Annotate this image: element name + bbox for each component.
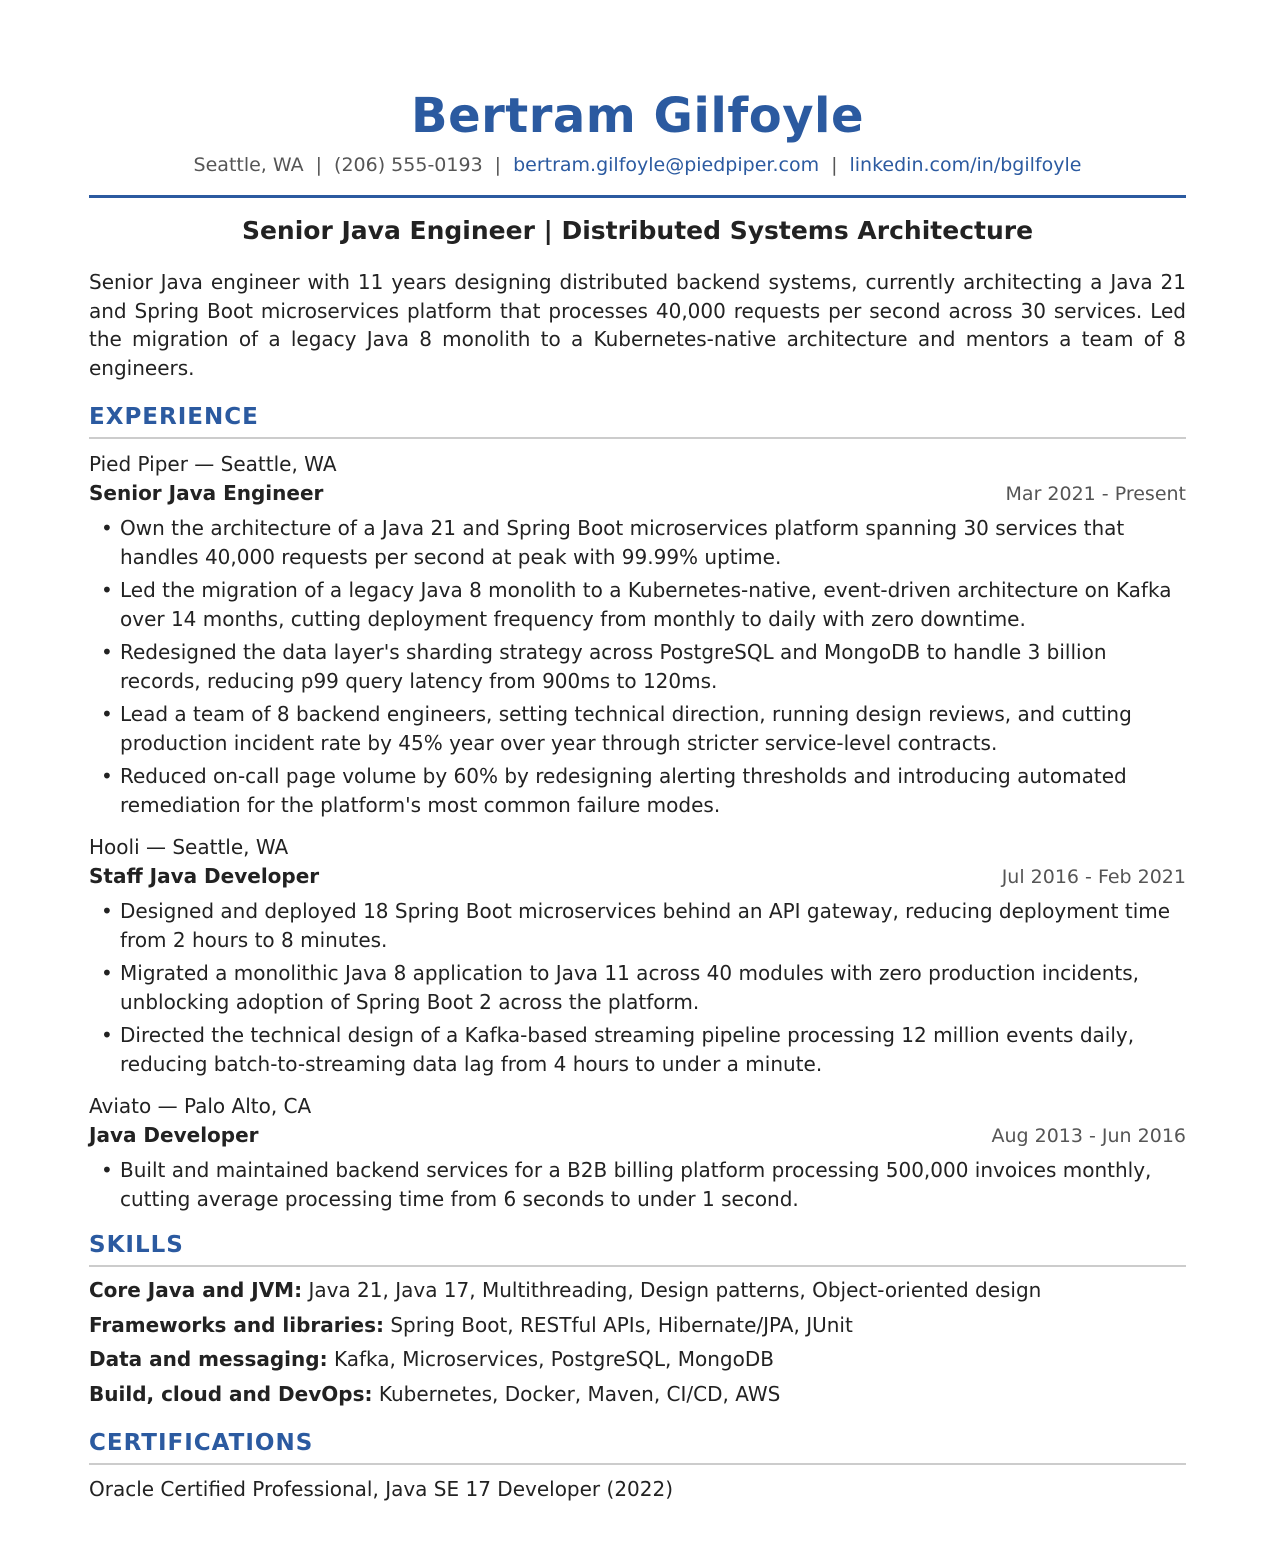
section-divider xyxy=(89,437,1186,439)
bullet-text: Redesigned the data layer's sharding strategy across PostgreSQL and MongoDB to handle 3 billion records, reducing p99 query latency from 900ms to 120ms. xyxy=(120,640,1107,693)
contact-separator: | xyxy=(831,154,838,176)
job-bullet xyxy=(89,576,1186,633)
contact-linkedin-link[interactable]: linkedin.com/in/bgilfoyle xyxy=(849,154,1082,176)
skill-value: Spring Boot, RESTful APIs, Hibernate/JPA, JUnit xyxy=(390,1312,853,1337)
job-role-row xyxy=(89,861,1186,892)
bullet-text: Built and maintained backend services for a B2B billing platform processing 500,000 invoices monthly, cutting average processing time from 6 seconds to under 1 second. xyxy=(120,1158,1152,1211)
skill-value: Kafka, Microservices, PostgreSQL, MongoDB xyxy=(333,1347,774,1371)
certification-item: Oracle Certified Professional, Java SE 17 Developer (2022) xyxy=(89,1477,674,1501)
skills-list xyxy=(89,1273,1186,1411)
job-bullets xyxy=(89,897,1186,1078)
bullet-dot: • xyxy=(101,578,113,602)
job-dates: Jul 2016 - Feb 2021 xyxy=(1001,866,1186,888)
contact-separator: | xyxy=(315,154,323,176)
bullet-dot: • xyxy=(101,702,113,726)
header-divider xyxy=(89,195,1186,198)
job-bullet xyxy=(89,762,1186,819)
job-bullets xyxy=(89,1156,1186,1213)
job-role: Senior Java Engineer xyxy=(89,481,324,505)
resume-page xyxy=(89,0,1186,1503)
skill-label: Data and messaging: xyxy=(89,1347,328,1371)
bullet-text: Reduced on-call page volume by 60% by redesigning alerting thresholds and introducing automated remediation for the platform's most common failure modes. xyxy=(120,764,1127,817)
bullet-text: Led the migration of a legacy Java 8 monolith to a Kubernetes-native, event-driven architecture on Kafka over 14 months, cutting deployment frequency from monthly to daily with zero downtime. xyxy=(120,578,1172,631)
skill-label: Frameworks and libraries: xyxy=(89,1312,384,1337)
job-entry xyxy=(89,450,1186,819)
job-entry xyxy=(89,833,1186,1078)
job-bullet xyxy=(89,638,1186,695)
contact-separator: | xyxy=(494,154,502,176)
job-dates: Aug 2013 - Jun 2016 xyxy=(991,1125,1186,1147)
professional-headline: Senior Java Engineer | Distributed Systems Architecture xyxy=(241,216,1034,245)
contact-line xyxy=(89,152,1186,178)
job-company: Aviato — Palo Alto, CA xyxy=(89,1094,312,1118)
job-bullet xyxy=(89,1021,1186,1078)
bullet-dot: • xyxy=(101,899,113,923)
job-role-row xyxy=(89,1120,1186,1151)
bullet-text: Own the architecture of a Java 21 and Spring Boot microservices platform spanning 30 services that handles 40,000 requests per second at peak with 99.99% uptime. xyxy=(120,516,1125,569)
bullet-dot: • xyxy=(101,1023,113,1047)
job-bullet xyxy=(89,514,1186,571)
bullet-dot: • xyxy=(101,640,113,664)
job-bullet xyxy=(89,897,1186,954)
contact-email-link[interactable]: bertram.gilfoyle@piedpiper.com xyxy=(513,154,820,176)
job-entry xyxy=(89,1092,1186,1213)
candidate-name: Bertram Gilfoyle xyxy=(410,88,864,144)
bullet-text: Designed and deployed 18 Spring Boot microservices behind an API gateway, reducing deployment time from 2 hours to 8 minutes. xyxy=(120,899,1171,952)
bullet-dot: • xyxy=(101,961,113,985)
job-role: Java Developer xyxy=(89,1123,259,1147)
skill-line xyxy=(89,1273,1186,1308)
job-role: Staff Java Developer xyxy=(89,864,320,888)
job-bullet xyxy=(89,1156,1186,1213)
job-bullet xyxy=(89,959,1186,1016)
bullet-dot: • xyxy=(101,1158,113,1182)
job-bullets xyxy=(89,514,1186,819)
job-bullet xyxy=(89,700,1186,757)
skill-line xyxy=(89,1342,1186,1377)
job-company: Hooli — Seattle, WA xyxy=(89,835,289,859)
contact-location: Seattle, WA xyxy=(193,154,304,176)
skills-section-title: SKILLS xyxy=(89,1232,184,1258)
job-company: Pied Piper — Seattle, WA xyxy=(89,452,337,476)
section-divider xyxy=(89,1265,1186,1267)
bullet-text: Directed the technical design of a Kafka-based streaming pipeline processing 12 million events daily, reducing batch-to-streaming data lag from 4 hours to under a minute. xyxy=(120,1023,1135,1076)
bullet-dot: • xyxy=(101,764,113,788)
bullet-text: Lead a team of 8 backend engineers, setting technical direction, running design reviews, and cutting production incident rate by 45% year over year through stricter service-level contracts. xyxy=(120,702,1132,755)
skill-line xyxy=(89,1308,1186,1343)
section-divider xyxy=(89,1463,1186,1465)
skill-value: Java 21, Java 17, Multithreading, Design patterns, Object-oriented design xyxy=(308,1278,1042,1302)
contact-phone: (206) 555-0193 xyxy=(334,154,483,176)
professional-summary: Senior Java engineer with 11 years designing distributed backend systems, currently architecting a Java 21 and Spring Boot microservices platform that processes 40,000 requests per second across 30 services. Led the migration of a legacy Java 8 monolith to a Kubernetes-native architecture and mentors a team of 8 engineers. xyxy=(89,270,1186,380)
skill-line xyxy=(89,1377,1186,1412)
skill-label: Build, cloud and DevOps: xyxy=(89,1381,373,1406)
experience-section-title: EXPERIENCE xyxy=(89,404,259,430)
job-role-row xyxy=(89,478,1186,509)
skill-label: Core Java and JVM: xyxy=(89,1278,303,1302)
job-dates: Mar 2021 - Present xyxy=(1005,483,1186,505)
certifications-section-title: CERTIFICATIONS xyxy=(89,1430,314,1456)
bullet-text: Migrated a monolithic Java 8 application to Java 11 across 40 modules with zero production incidents, unblocking adoption of Spring Boot 2 across the platform. xyxy=(120,961,1139,1014)
skill-value: Kubernetes, Docker, Maven, CI/CD, AWS xyxy=(378,1381,781,1406)
bullet-dot: • xyxy=(101,516,113,540)
